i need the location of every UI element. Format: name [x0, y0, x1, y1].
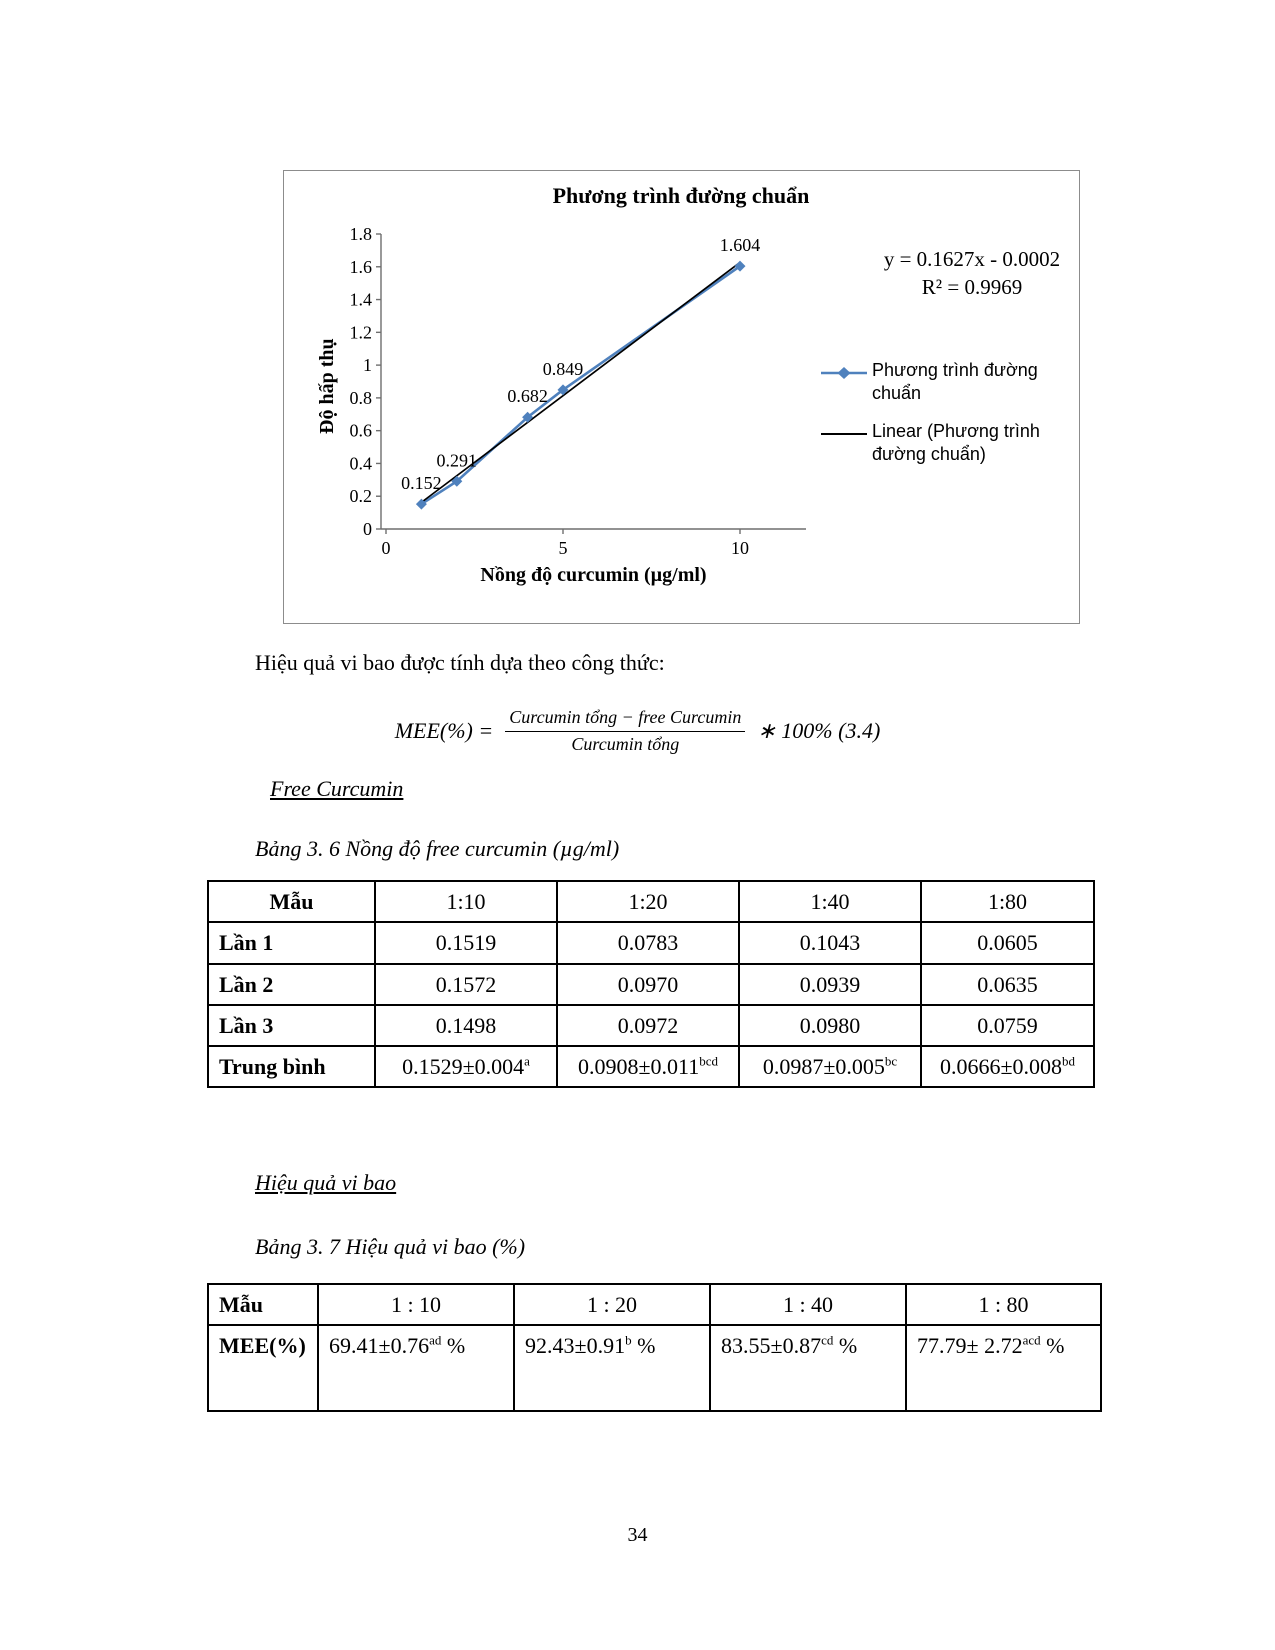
mee-value-cell	[710, 1325, 906, 1411]
formula-fraction	[505, 706, 745, 755]
svg-text:0.682: 0.682	[507, 386, 548, 407]
value-text: 77.79± 2.72	[917, 1333, 1023, 1359]
table-caption-free-curcumin: Bảng 3. 6 Nồng độ free curcumin (µg/ml)	[255, 836, 620, 861]
mean-value-cell	[557, 1046, 739, 1087]
svg-text:1.2: 1.2	[349, 322, 372, 343]
superscript: acd	[1022, 1332, 1041, 1348]
svg-text:0.849: 0.849	[542, 358, 584, 379]
value-cell: 0.0939	[739, 964, 921, 1005]
value-cell: 0.1498	[375, 1005, 557, 1046]
unit-text: %	[1040, 1333, 1065, 1359]
row-label: Lần 2	[208, 964, 375, 1005]
superscript: ad	[429, 1332, 442, 1348]
value-cell: 0.1572	[375, 964, 557, 1005]
svg-text:1.6: 1.6	[349, 256, 372, 277]
trendline-equation-block	[842, 245, 1102, 302]
unit-text: %	[441, 1333, 466, 1359]
value-text: 69.41±0.76	[329, 1333, 430, 1359]
mean-value-cell	[921, 1046, 1094, 1087]
mean-value-cell	[375, 1046, 557, 1087]
svg-text:0.152: 0.152	[401, 473, 442, 494]
value-cell: 0.0970	[557, 964, 739, 1005]
unit-text: %	[631, 1333, 656, 1359]
header-cell-ratio: 1:10	[375, 881, 557, 922]
formula-lhs: MEE(%) =	[394, 717, 494, 743]
table-row-mean	[208, 1046, 1094, 1087]
unit-text: %	[833, 1333, 858, 1359]
value-cell: 0.0980	[739, 1005, 921, 1046]
legend-label-series: Phương trình đường chuẩn	[872, 360, 1038, 403]
chart-legend	[821, 359, 1071, 481]
header-cell-ratio: 1:40	[739, 881, 921, 922]
r-squared-value: R² = 0.9969	[921, 275, 1023, 300]
mee-value-cell	[318, 1325, 514, 1411]
value-cell: 0.0783	[557, 922, 739, 963]
row-label: MEE(%)	[208, 1325, 318, 1411]
superscript: b	[625, 1332, 632, 1348]
value-text: 0.0908±0.011	[577, 1054, 700, 1080]
section-heading-hieu-qua-vi-bao: Hiệu quả vi bao	[255, 1170, 397, 1195]
value-text: 83.55±0.87	[721, 1333, 822, 1359]
svg-text:1.4: 1.4	[349, 289, 372, 310]
svg-text:0.291: 0.291	[436, 450, 478, 471]
svg-text:1.604: 1.604	[719, 235, 761, 256]
value-text: 0.0666±0.008	[939, 1054, 1063, 1080]
svg-text:0.6: 0.6	[349, 420, 372, 441]
chart-title: Phương trình đường chuẩn	[552, 183, 810, 208]
value-cell: 0.0759	[921, 1005, 1094, 1046]
section-heading-free-curcumin: Free Curcumin	[270, 776, 404, 801]
mee-value-cell	[906, 1325, 1101, 1411]
value-text: 92.43±0.91	[525, 1333, 626, 1359]
value-cell: 0.1519	[375, 922, 557, 963]
superscript: bd	[1062, 1053, 1076, 1069]
svg-text:0: 0	[363, 519, 372, 539]
svg-text:1.8: 1.8	[349, 224, 372, 244]
header-cell-mau: Mẫu	[208, 881, 375, 922]
header-cell-ratio: 1 : 40	[710, 1284, 906, 1325]
value-text: 0.1529±0.004	[402, 1054, 525, 1080]
formula-rhs: ∗ 100% (3.4)	[757, 717, 881, 743]
table-row	[208, 922, 1094, 963]
svg-text:0: 0	[381, 538, 391, 558]
table-row-mee	[208, 1325, 1101, 1411]
page-number: 34	[627, 1524, 648, 1546]
value-text: 0.0987±0.005	[762, 1054, 885, 1080]
header-cell-ratio: 1:80	[921, 881, 1094, 922]
legend-label-linear: Linear (Phương trình đường chuẩn)	[872, 421, 1040, 464]
body-paragraph: Hiệu quả vi bao được tính dựa theo công thức:	[255, 650, 665, 675]
trendline-equation: y = 0.1627x - 0.0002	[883, 247, 1061, 271]
value-cell: 0.0972	[557, 1005, 739, 1046]
mee-formula	[0, 706, 1275, 755]
svg-text:5: 5	[558, 538, 568, 558]
svg-text:0.8: 0.8	[349, 387, 372, 408]
table-row	[208, 1005, 1094, 1046]
formula-numerator: Curcumin tổng − free Curcumin	[505, 706, 745, 732]
svg-text:0.4: 0.4	[349, 453, 372, 474]
formula-denominator: Curcumin tổng	[571, 733, 680, 754]
row-label: Lần 3	[208, 1005, 375, 1046]
value-cell: 0.0635	[921, 964, 1094, 1005]
free-curcumin-table	[207, 880, 1095, 1088]
superscript: bcd	[699, 1053, 719, 1069]
value-cell: 0.0605	[921, 922, 1094, 963]
linear-line-icon	[821, 427, 867, 441]
series-line-marker-icon	[821, 366, 867, 380]
header-cell-ratio: 1:20	[557, 881, 739, 922]
table-caption-mee: Bảng 3. 7 Hiệu quả vi bao (%)	[255, 1234, 526, 1259]
superscript: a	[524, 1053, 530, 1069]
row-label: Trung bình	[208, 1046, 375, 1087]
value-cell: 0.1043	[739, 922, 921, 963]
legend-item-series	[821, 359, 1071, 404]
header-cell-ratio: 1 : 10	[318, 1284, 514, 1325]
mean-value-cell	[739, 1046, 921, 1087]
superscript: cd	[821, 1332, 834, 1348]
mee-table	[207, 1283, 1102, 1412]
table-row	[208, 964, 1094, 1005]
svg-text:0.2: 0.2	[349, 486, 372, 507]
header-cell-ratio: 1 : 20	[514, 1284, 710, 1325]
legend-item-linear	[821, 420, 1071, 465]
header-cell-mau: Mẫu	[208, 1284, 318, 1325]
x-axis-title: Nồng độ curcumin (µg/ml)	[480, 564, 707, 586]
header-cell-ratio: 1 : 80	[906, 1284, 1101, 1325]
table-header-row	[208, 881, 1094, 922]
table-header-row	[208, 1284, 1101, 1325]
calibration-chart	[283, 170, 1080, 624]
mee-value-cell	[514, 1325, 710, 1411]
svg-text:1: 1	[363, 355, 372, 376]
row-label: Lần 1	[208, 922, 375, 963]
y-axis-title: Độ hấp thụ	[316, 338, 338, 434]
svg-text:10: 10	[731, 538, 749, 558]
superscript: bc	[884, 1053, 898, 1069]
